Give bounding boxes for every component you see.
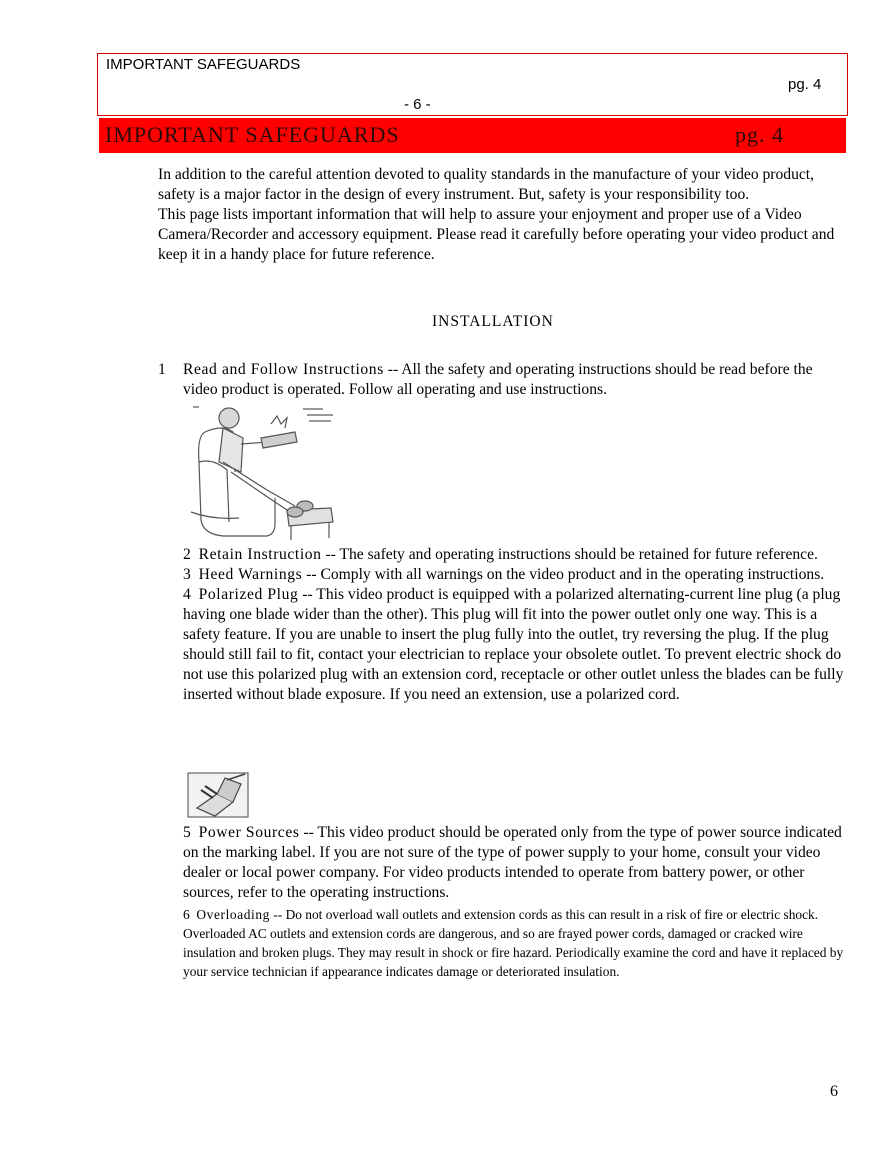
safeguard-item-4	[183, 585, 848, 705]
item-number: 1	[158, 361, 166, 378]
item-label: Read and Follow Instructions	[183, 361, 384, 378]
title-banner	[99, 118, 846, 153]
safeguard-items-2-4	[183, 545, 848, 705]
section-title: INSTALLATION	[432, 313, 554, 330]
header-page-number: - 6 -	[404, 96, 431, 113]
item-label: Heed Warnings	[198, 566, 303, 583]
intro-paragraph-2: This page lists important information that will help to assure your enjoyment and proper use of a Video Camera/Recorder and accessory equipment. Please read it carefully before operating your video product and keep it in a handy place for future reference.	[158, 206, 835, 263]
safeguard-item-3	[183, 565, 848, 585]
item-number: 4	[183, 586, 191, 603]
banner-page-ref: pg. 4	[735, 122, 784, 147]
item-text: -- This video product is equipped with a polarized alternating-current line plug (a plug having one blade wider than the other). This plug will fit into the power outlet only one way. This is a safety feature. If you are unable to insert the plug fully into the outlet, try reversing the plug. If the plug should still fail to fit, contact your electrician to replace your obsolete outlet. To prevent electric shock do not use this polarized plug with an extension cord, receptacle or other outlet unless the blades can be fully inserted without blade exposure. If you need an extension, use a polarized cord.	[183, 586, 844, 703]
item-number: 6	[183, 907, 190, 922]
intro-paragraph-1: In addition to the careful attention devoted to quality standards in the manufacture of your video product, safety is a major factor in the design of every instrument. But, safety is your responsibility too.	[158, 166, 815, 203]
header-page-ref: pg. 4	[788, 76, 822, 93]
item-label: Overloading	[196, 907, 270, 922]
header-title: IMPORTANT SAFEGUARDS	[106, 56, 301, 73]
safeguard-item-5	[183, 823, 848, 903]
safeguard-item-1	[158, 360, 848, 400]
item-text: -- This video product should be operated only from the type of power source indicated on the marking label. If you are not sure of the type of power supply to your home, consult your video dealer or local power company. For video products intended to operate from battery power, or other sources, refer to the operating instructions.	[183, 824, 842, 901]
header-box	[97, 53, 848, 116]
item-label: Power Sources	[198, 824, 300, 841]
item-number: 2	[183, 546, 191, 563]
intro-text	[158, 165, 848, 265]
safeguard-item-6	[183, 905, 848, 981]
item-text: -- The safety and operating instructions should be retained for future reference.	[321, 546, 818, 563]
page-number: 6	[830, 1083, 838, 1100]
man-reading-in-armchair-illustration	[183, 402, 341, 544]
item-text: -- All the safety and operating instructions should be read before the video product is operated. Follow all operating and use instructions.	[183, 361, 813, 398]
item-label: Retain Instruction	[198, 546, 322, 563]
item-number: 5	[183, 824, 191, 841]
banner-title: IMPORTANT SAFEGUARDS	[105, 122, 400, 147]
item-text: -- Do not overload wall outlets and extension cords as this can result in a risk of fire or electric shock. Overloaded AC outlets and extension cords are dangerous, and so are frayed power cords, damaged or cracked wire insulation and broken plugs. They may result in shock or fire hazard. Periodically examine the cord and have it replaced by your service technician if appearance indicates damage or deteriorated insulation.	[183, 907, 844, 979]
item-text: -- Comply with all warnings on the video product and in the operating instructions.	[302, 566, 825, 583]
item-label: Polarized Plug	[198, 586, 299, 603]
item-number: 3	[183, 566, 191, 583]
polarized-plug-icon	[187, 772, 249, 818]
safeguard-item-2	[183, 545, 848, 565]
